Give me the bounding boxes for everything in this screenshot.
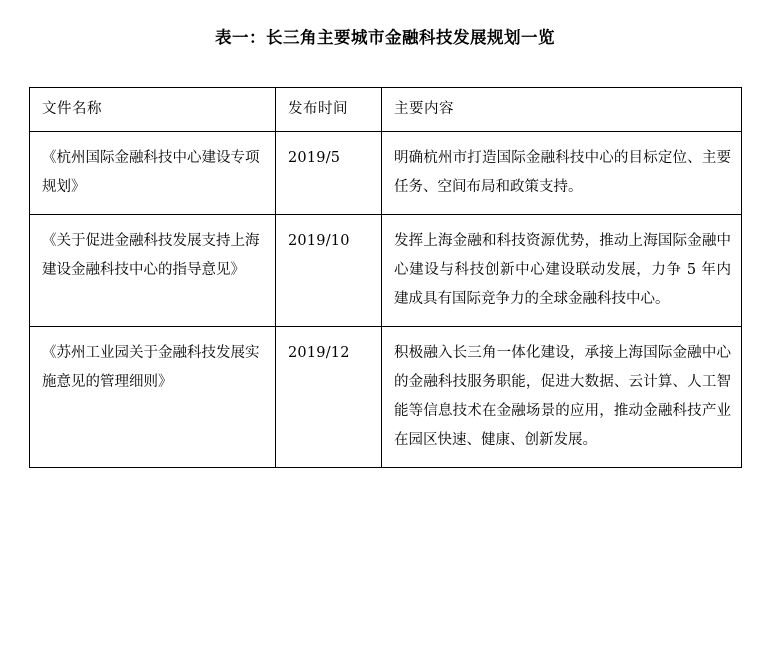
column-header-name-label: 文件名称: [42, 101, 102, 118]
column-header-date: [276, 88, 382, 132]
cell-publish-date: 2019/10: [276, 215, 382, 327]
cell-document-name: 《杭州国际金融科技中心建设专项规划》: [30, 132, 276, 215]
table-container: [29, 87, 741, 468]
fintech-plan-table: [29, 87, 742, 468]
table-row: [30, 132, 742, 215]
cell-document-name: 《苏州工业园关于金融科技发展实施意见的管理细则》: [30, 327, 276, 468]
cell-document-name: 《关于促进金融科技发展支持上海建设金融科技中心的指导意见》: [30, 215, 276, 327]
table-row: [30, 215, 742, 327]
column-header-content-label: 主要内容: [394, 101, 454, 118]
column-header-name: [30, 88, 276, 132]
column-header-content: [382, 88, 742, 132]
cell-publish-date: 2019/12: [276, 327, 382, 468]
cell-publish-date: 2019/5: [276, 132, 382, 215]
cell-main-content: 明确杭州市打造国际金融科技中心的目标定位、主要任务、空间布局和政策支持。: [382, 132, 742, 215]
column-header-date-label: 发布时间: [288, 101, 348, 118]
cell-main-content: 积极融入长三角一体化建设，承接上海国际金融中心的金融科技服务职能，促进大数据、云计算、人工智能等信息技术在金融场景的应用，推动金融科技产业在园区快速、健康、创新发展。: [382, 327, 742, 468]
page-title: 表一：长三角主要城市金融科技发展规划一览: [215, 28, 555, 47]
cell-main-content: 发挥上海金融和科技资源优势，推动上海国际金融中心建设与科技创新中心建设联动发展，力争 5 年内建成具有国际竞争力的全球金融科技中心。: [382, 215, 742, 327]
document-page: [0, 26, 770, 646]
table-row: [30, 327, 742, 468]
table-header-row: [30, 88, 742, 132]
